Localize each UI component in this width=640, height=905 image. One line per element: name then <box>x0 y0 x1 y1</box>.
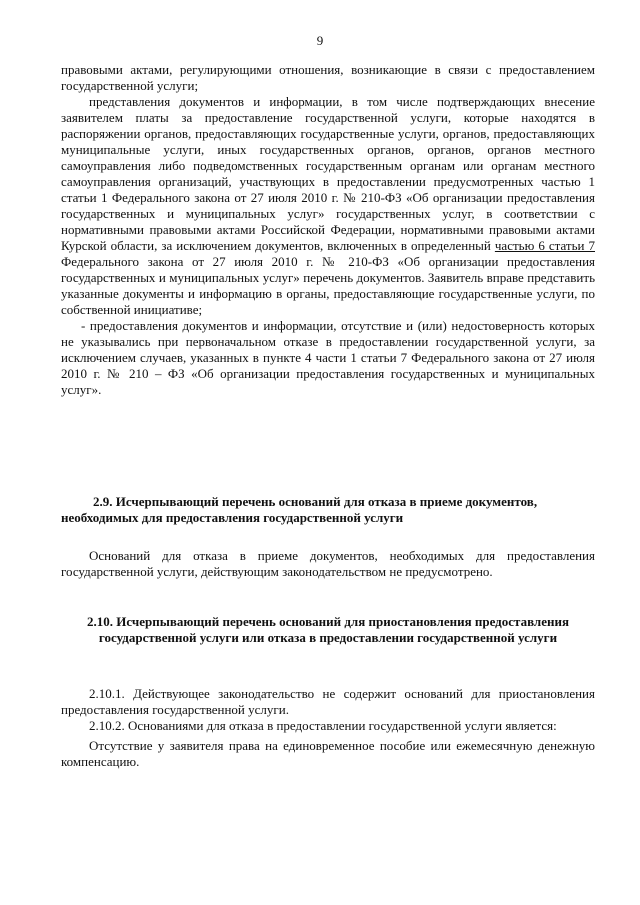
section-2-10-p2: 2.10.2. Основаниями для отказа в предоставлении государственной услуги является: <box>89 718 557 733</box>
paragraph-documents <box>61 94 595 318</box>
paragraph-invalid-docs: - предоставления документов и информации, отсутствие и (или) недостоверность которых не указывались при первоначальном отказе в предоставлении государственной услуги, за исключением случаев, указанных в пункте 4 части 1 статьи 7 Федерального закона от 27 июля 2010 г. № 210 – ФЗ «Об организации предоставления государственных и муниципальных услуг». <box>61 318 595 397</box>
section-2-9-heading: 2.9. Исчерпывающий перечень оснований для отказа в приеме документов, необходимых для предоставления государственной услуги <box>61 494 538 525</box>
section-2-10-p1: 2.10.1. Действующее законодательство не содержит оснований для приостановления предоставления государственной услуги. <box>61 686 595 717</box>
paragraph-legal-acts: правовыми актами, регулирующими отношения, возникающие в связи с предоставлением государственной услуги; <box>61 62 595 93</box>
section-2-9-text: Оснований для отказа в приеме документов, необходимых для предоставления государственной услуги, действующим законодательством не предусмотрено. <box>61 548 595 579</box>
section-2-10-heading: 2.10. Исчерпывающий перечень оснований для приостановления предоставления государственной услуги или отказа в предоставлении государственной услуги <box>87 614 569 645</box>
law-reference-link[interactable]: частью 6 статьи 7 <box>494 238 595 253</box>
section-2-10 <box>61 614 595 646</box>
section-2-9-body <box>61 548 595 580</box>
paragraph-documents-text: представления документов и информации, в том числе подтверждающих внесение заявителем платы за предоставление государственной услуги, которые находятся в распоряжении органов, предоставляющих государственные услуги, органов, предоставляющих муниципальные услуги, иных государственных органов, органов, органов местного самоуправления либо подведомственных государственным органам или органам местного самоуправления организаций, участвующих в предоставлении предусмотренных частью 1 статьи 1 Федерального закона от 27 июля 2010 г. № 210-ФЗ «Об организации предоставления государственных и муниципальных услуг» государственных услуг, в соответствии с нормативными правовыми актами Российской Федерации, нормативными правовыми актами Курской области, за исключением документов, включенных в определенный <box>61 94 595 253</box>
page-number: 9 <box>316 33 324 48</box>
paragraph-documents-text-end: Федерального закона от 27 июля 2010 г. № 210-ФЗ «Об организации предоставления государственных и муниципальных услуг» перечень документов. Заявитель вправе представить указанные документы и информацию в органы, предоставляющие государственные услуги, по собственной инициативе; <box>61 254 595 317</box>
section-2-10-body <box>61 686 595 770</box>
section-2-9 <box>61 494 595 526</box>
section-2-10-p3: Отсутствие у заявителя права на единовременное пособие или ежемесячную денежную компенсацию. <box>61 738 595 769</box>
text-block-1 <box>61 62 595 398</box>
